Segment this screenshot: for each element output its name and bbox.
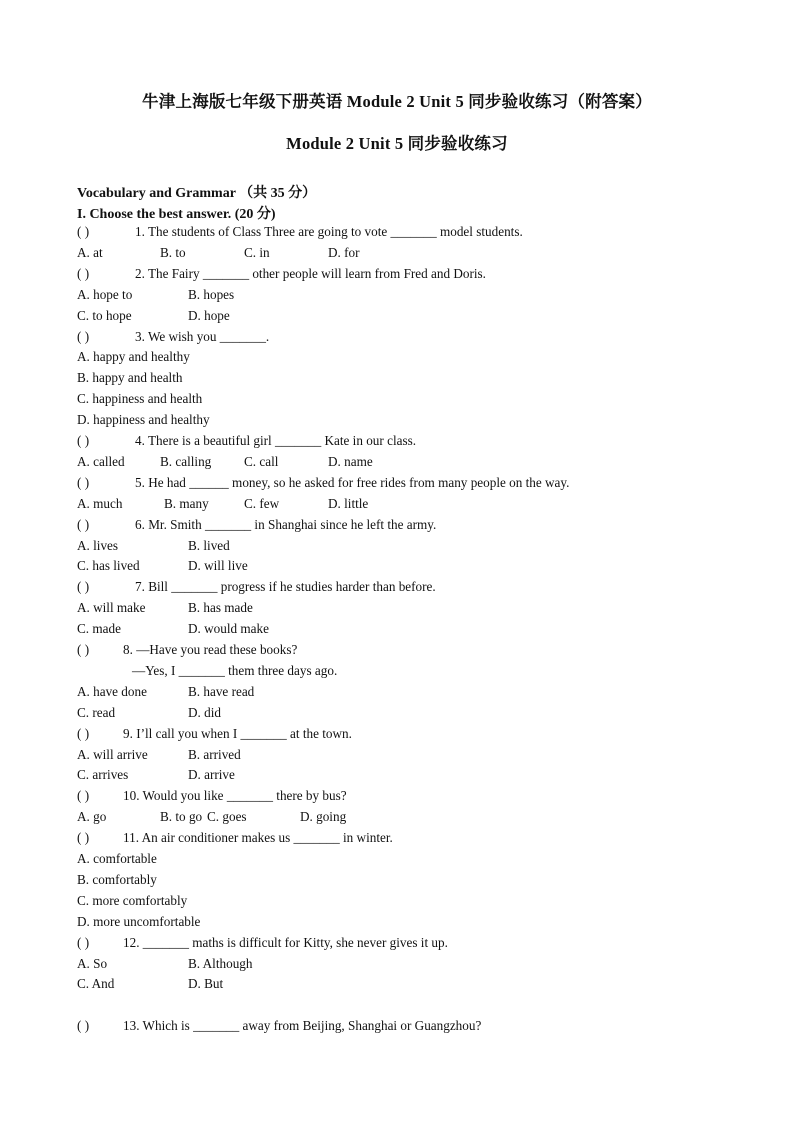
answer-option[interactable]: B. to xyxy=(160,244,186,260)
question-followup: —Yes, I _______ them three days ago. xyxy=(132,662,338,678)
answer-option[interactable]: C. has lived xyxy=(77,558,140,574)
answer-option[interactable]: C. made xyxy=(77,621,121,637)
answer-option[interactable]: D. would make xyxy=(188,621,269,637)
answer-option[interactable]: A. lives xyxy=(77,537,119,553)
question-text: 4. There is a beautiful girl _______ Kate in our class. xyxy=(135,433,417,448)
question-stem xyxy=(77,265,486,283)
answer-blank[interactable]: ( ) xyxy=(77,474,90,490)
answer-blank[interactable]: ( ) xyxy=(77,725,90,741)
question-text: 7. Bill _______ progress if he studies harder than before. xyxy=(135,579,436,595)
question-text: 1. The students of Class Three are going to vote _______ model students. xyxy=(135,224,523,239)
answer-option[interactable]: D. hope xyxy=(188,307,230,323)
question-stem xyxy=(77,516,436,534)
answer-option[interactable]: D. will live xyxy=(188,558,248,574)
answer-option[interactable]: B. lived xyxy=(188,537,230,553)
answer-option[interactable]: D. name xyxy=(328,453,373,469)
answer-option[interactable]: C. call xyxy=(244,453,279,469)
question-stem xyxy=(77,829,393,847)
answer-option[interactable]: D. little xyxy=(328,495,369,511)
answer-option[interactable]: B. Although xyxy=(188,955,253,971)
question-text: 8. —Have you read these books? xyxy=(123,642,298,657)
answer-blank[interactable]: ( ) xyxy=(77,642,90,657)
answer-option[interactable]: C. arrives xyxy=(77,767,129,783)
question-text: 9. I’ll call you when I _______ at the town. xyxy=(123,725,352,741)
answer-option[interactable]: B. arrived xyxy=(188,746,241,762)
question-text: 10. Would you like _______ there by bus? xyxy=(123,788,347,804)
question-text: 6. Mr. Smith _______ in Shanghai since he left the army. xyxy=(135,516,437,532)
question-stem xyxy=(77,474,569,492)
answer-option[interactable]: A. called xyxy=(77,453,125,469)
answer-option[interactable]: D. happiness and healthy xyxy=(77,412,210,428)
question-stem xyxy=(77,223,523,241)
answer-option[interactable]: C. And xyxy=(77,976,115,992)
answer-option[interactable]: D. did xyxy=(188,704,221,720)
answer-blank[interactable]: ( ) xyxy=(77,579,90,595)
answer-blank[interactable]: ( ) xyxy=(77,830,90,846)
question-stem xyxy=(77,725,352,743)
answer-blank[interactable]: ( ) xyxy=(77,265,90,281)
answer-option[interactable]: A. go xyxy=(77,809,107,825)
question-text: 13. Which is _______ away from Beijing, Shanghai or Guangzhou? xyxy=(123,1018,482,1034)
answer-option[interactable]: C. read xyxy=(77,704,116,720)
answer-option[interactable]: B. have read xyxy=(188,683,255,699)
part-heading: I. Choose the best answer. (20 分) xyxy=(77,207,276,222)
answer-blank[interactable]: ( ) xyxy=(77,224,90,239)
section-heading: Vocabulary and Grammar （共 35 分） xyxy=(77,186,317,201)
answer-option[interactable]: B. to go xyxy=(160,809,203,825)
answer-blank[interactable]: ( ) xyxy=(77,1018,90,1034)
answer-option[interactable]: D. more uncomfortable xyxy=(77,913,201,929)
answer-option[interactable]: D. But xyxy=(188,976,224,992)
answer-option[interactable]: B. has made xyxy=(188,600,253,616)
question-stem xyxy=(77,432,416,450)
answer-option[interactable]: C. goes xyxy=(207,809,247,825)
answer-option[interactable]: A. have done xyxy=(77,683,147,699)
answer-option[interactable]: A. will make xyxy=(77,600,146,616)
question-text: 11. An air conditioner makes us _______ in winter. xyxy=(123,830,393,846)
answer-option[interactable]: B. comfortably xyxy=(77,871,157,887)
answer-blank[interactable]: ( ) xyxy=(77,328,90,344)
document-title: 牛津上海版七年级下册英语 Module 2 Unit 5 同步验收练习（附答案） xyxy=(142,92,652,111)
question-text: 12. _______ maths is difficult for Kitty, she never gives it up. xyxy=(123,934,448,950)
answer-option[interactable]: D. for xyxy=(328,244,360,260)
question-text: 2. The Fairy _______ other people will learn from Fred and Doris. xyxy=(135,265,486,281)
question-text: 5. He had ______ money, so he asked for free rides from many people on the way. xyxy=(135,474,570,490)
answer-option[interactable]: C. to hope xyxy=(77,307,132,323)
answer-option[interactable]: D. going xyxy=(300,809,347,825)
answer-option[interactable]: B. many xyxy=(164,495,209,511)
answer-option[interactable]: A. at xyxy=(77,244,103,260)
document-subtitle: Module 2 Unit 5 同步验收练习 xyxy=(286,134,508,153)
question-stem xyxy=(77,328,269,346)
answer-option[interactable]: C. in xyxy=(244,244,270,260)
answer-option[interactable]: D. arrive xyxy=(188,767,235,783)
answer-blank[interactable]: ( ) xyxy=(77,516,90,532)
answer-option[interactable]: A. happy and healthy xyxy=(77,349,190,365)
answer-option[interactable]: B. calling xyxy=(160,453,212,469)
answer-option[interactable]: B. hopes xyxy=(188,286,235,302)
question-stem xyxy=(77,934,448,952)
answer-option[interactable]: B. happy and health xyxy=(77,370,183,386)
answer-option[interactable]: A. will arrive xyxy=(77,746,148,762)
answer-blank[interactable]: ( ) xyxy=(77,934,90,950)
answer-blank[interactable]: ( ) xyxy=(77,788,90,804)
answer-option[interactable]: A. hope to xyxy=(77,286,133,302)
question-stem xyxy=(77,578,436,596)
question-stem xyxy=(77,641,297,659)
answer-option[interactable]: A. So xyxy=(77,955,108,971)
answer-option[interactable]: A. much xyxy=(77,495,123,511)
answer-option[interactable]: A. comfortable xyxy=(77,851,157,866)
question-stem xyxy=(77,1017,481,1035)
question-text: 3. We wish you _______. xyxy=(135,328,270,344)
answer-option[interactable]: C. happiness and health xyxy=(77,391,203,407)
answer-blank[interactable]: ( ) xyxy=(77,433,90,448)
answer-option[interactable]: C. few xyxy=(244,495,280,511)
answer-option[interactable]: C. more comfortably xyxy=(77,892,188,908)
question-stem xyxy=(77,787,347,805)
